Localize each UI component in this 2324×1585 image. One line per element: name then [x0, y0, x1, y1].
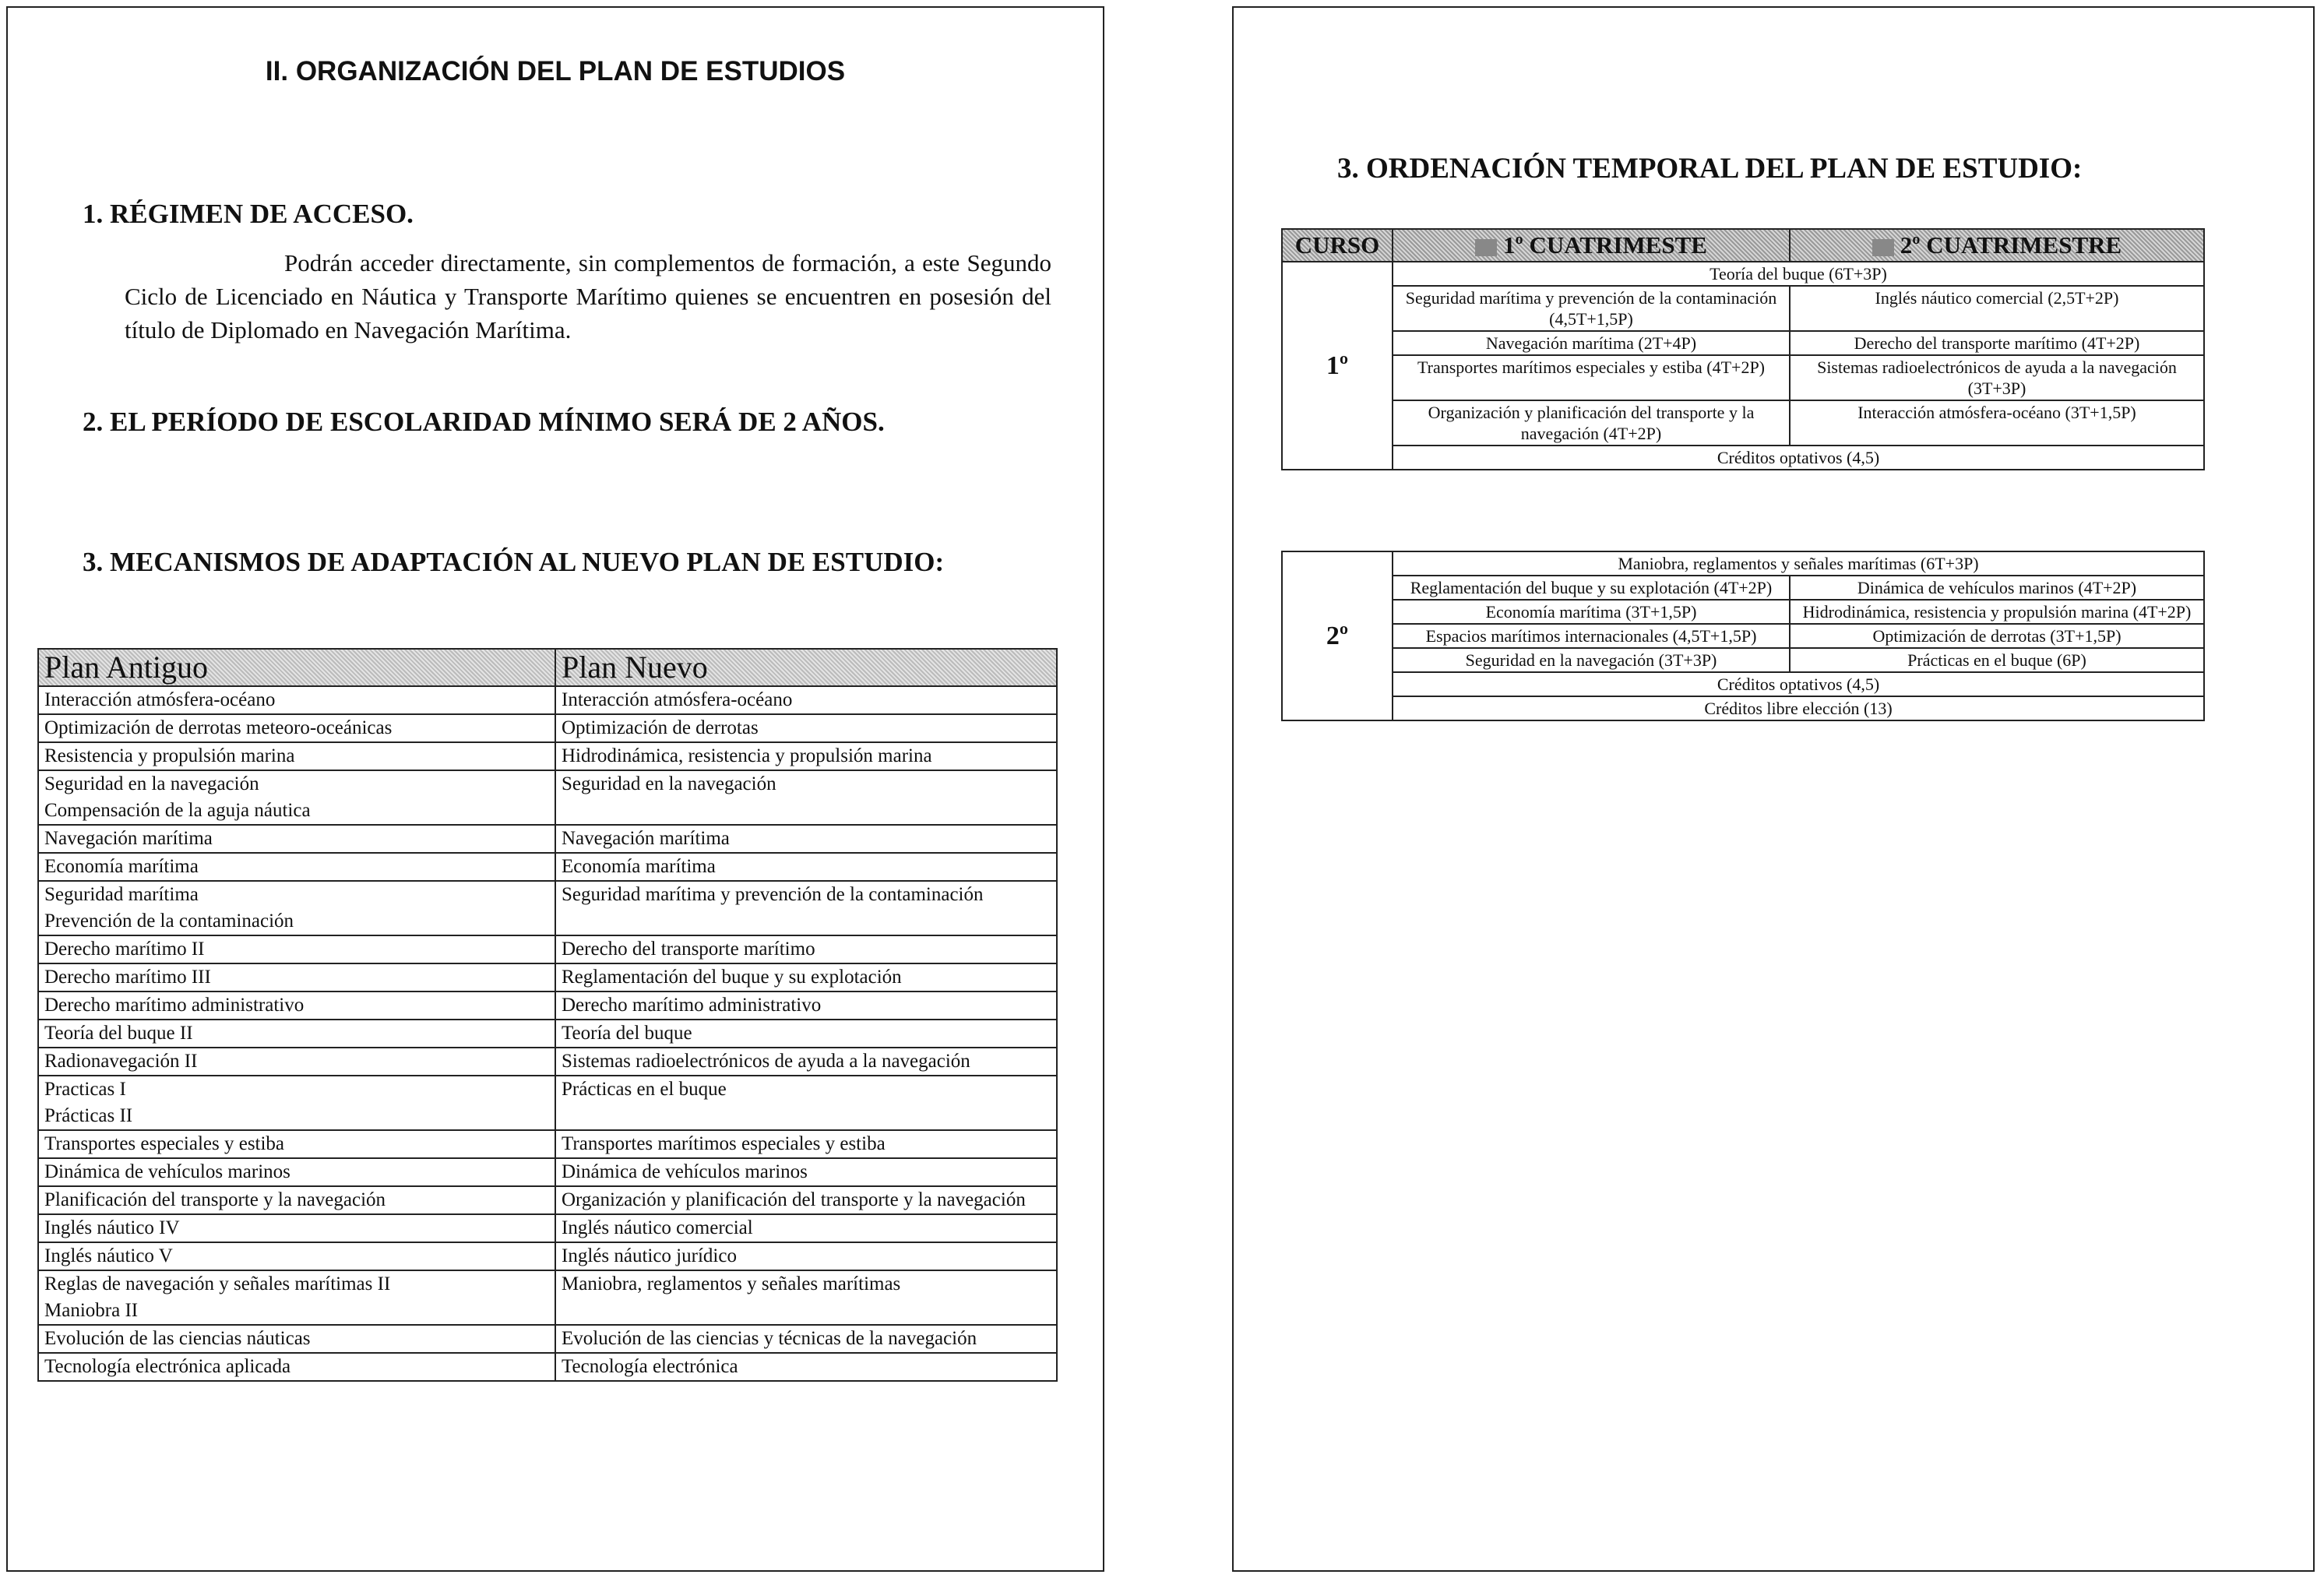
plan-nuevo-cell: Transportes marítimos especiales y estiba — [555, 1130, 1057, 1158]
table-row — [38, 1048, 1057, 1076]
header-plan-antiguo: Plan Antiguo — [38, 649, 555, 686]
plan-nuevo-cell: Navegación marítima — [555, 825, 1057, 853]
cuatrimestre-2-subject: Prácticas en el buque (6P) — [1790, 648, 2204, 672]
table-row — [38, 1325, 1057, 1353]
cuatrimestre-2-subject: Optimización de derrotas (3T+1,5P) — [1790, 624, 2204, 648]
plan-antiguo-cell: Inglés náutico IV — [38, 1214, 555, 1242]
adaptation-table — [37, 648, 1058, 1382]
cuatrimestre-1-subject: Organización y planificación del transporte y la navegación (4T+2P) — [1393, 400, 1790, 446]
scan-artifact-icon — [1475, 239, 1497, 256]
table-header-row — [38, 649, 1057, 686]
cuatrimestre-2-subject: Sistemas radioelectrónicos de ayuda a la navegación (3T+3P) — [1790, 355, 2204, 400]
plan-nuevo-cell: Reglamentación del buque y su explotación — [555, 963, 1057, 992]
table-row — [38, 1158, 1057, 1186]
plan-nuevo-cell: Economía marítima — [555, 853, 1057, 881]
adaptation-table-body — [38, 686, 1057, 1381]
header-cuatrimestre-1-label: 1º CUATRIMESTE — [1502, 231, 1707, 259]
cuatrimestre-2-subject: Derecho del transporte marítimo (4T+2P) — [1790, 331, 2204, 355]
schedule-row — [1282, 696, 2204, 720]
cuatrimestre-1-subject: Seguridad en la navegación (3T+3P) — [1393, 648, 1790, 672]
cuatrimestre-1-subject: Reglamentación del buque y su explotación (4T+2P) — [1393, 576, 1790, 600]
table-row — [38, 1020, 1057, 1048]
table-row — [38, 1076, 1057, 1130]
table-row — [38, 825, 1057, 853]
full-row-subject: Teoría del buque (6T+3P) — [1393, 262, 2204, 286]
plan-antiguo-cell: Planificación del transporte y la navegación — [38, 1186, 555, 1214]
table-row — [38, 1214, 1057, 1242]
curso-label: 1º — [1282, 262, 1393, 470]
table-row — [38, 1130, 1057, 1158]
header-curso: CURSO — [1282, 229, 1393, 262]
schedule-row — [1282, 624, 2204, 648]
scan-artifact-icon — [1872, 239, 1894, 256]
schedule-row — [1282, 446, 2204, 470]
plan-nuevo-cell: Prácticas en el buque — [555, 1076, 1057, 1130]
plan-antiguo-cell: Navegación marítima — [38, 825, 555, 853]
table-row — [38, 1242, 1057, 1270]
header-cuatrimestre-1 — [1393, 229, 1790, 262]
plan-nuevo-cell: Dinámica de vehículos marinos — [555, 1158, 1057, 1186]
plan-antiguo-cell: Practicas I Prácticas II — [38, 1076, 555, 1130]
header-cuatrimestre-2 — [1790, 229, 2204, 262]
schedule-row — [1282, 355, 2204, 400]
plan-antiguo-cell: Tecnología electrónica aplicada — [38, 1353, 555, 1381]
schedule-header-row — [1282, 229, 2204, 262]
schedule-row — [1282, 551, 2204, 576]
year-1-body — [1282, 262, 2204, 470]
plan-nuevo-cell: Interacción atmósfera-océano — [555, 686, 1057, 714]
section-1-paragraph — [125, 246, 1051, 347]
plan-antiguo-cell: Teoría del buque II — [38, 1020, 555, 1048]
table-row — [38, 1270, 1057, 1325]
plan-antiguo-cell: Seguridad marítima Prevención de la contaminación — [38, 881, 555, 935]
left-page — [6, 6, 1104, 1572]
schedule-table-year-2 — [1281, 551, 2205, 721]
plan-nuevo-cell: Sistemas radioelectrónicos de ayuda a la navegación — [555, 1048, 1057, 1076]
section-1-text: Podrán acceder directamente, sin complementos de formación, a este Segundo Ciclo de Licenciado en Náutica y Transporte Marítimo quienes se encuentren en posesión del título de Diplomado en Navegación Marítima. — [125, 249, 1051, 343]
plan-antiguo-cell: Economía marítima — [38, 853, 555, 881]
plan-nuevo-cell: Teoría del buque — [555, 1020, 1057, 1048]
cuatrimestre-1-subject: Seguridad marítima y prevención de la contaminación (4,5T+1,5P) — [1393, 286, 1790, 331]
table-row — [38, 1186, 1057, 1214]
section-3-heading: 3. MECANISMOS DE ADAPTACIÓN AL NUEVO PLAN DE ESTUDIO: — [83, 547, 945, 577]
schedule-row — [1282, 672, 2204, 696]
schedule-row — [1282, 576, 2204, 600]
cuatrimestre-2-subject: Hidrodinámica, resistencia y propulsión marina (4T+2P) — [1790, 600, 2204, 624]
plan-nuevo-cell: Maniobra, reglamentos y señales marítimas — [555, 1270, 1057, 1325]
table-row — [38, 686, 1057, 714]
cuatrimestre-1-subject: Navegación marítima (2T+4P) — [1393, 331, 1790, 355]
plan-nuevo-cell: Evolución de las ciencias y técnicas de la navegación — [555, 1325, 1057, 1353]
plan-nuevo-cell: Seguridad en la navegación — [555, 770, 1057, 825]
schedule-row — [1282, 648, 2204, 672]
plan-antiguo-cell: Transportes especiales y estiba — [38, 1130, 555, 1158]
schedule-title: 3. ORDENACIÓN TEMPORAL DEL PLAN DE ESTUDIO: — [1337, 153, 2083, 185]
schedule-row — [1282, 286, 2204, 331]
plan-nuevo-cell: Tecnología electrónica — [555, 1353, 1057, 1381]
plan-nuevo-cell: Organización y planificación del transporte y la navegación — [555, 1186, 1057, 1214]
table-row — [38, 1353, 1057, 1381]
plan-antiguo-cell: Derecho marítimo III — [38, 963, 555, 992]
plan-antiguo-cell: Evolución de las ciencias náuticas — [38, 1325, 555, 1353]
schedule-row — [1282, 400, 2204, 446]
schedule-row — [1282, 600, 2204, 624]
page-title: II. ORGANIZACIÓN DEL PLAN DE ESTUDIOS — [265, 56, 846, 86]
credits-row: Créditos optativos (4,5) — [1393, 446, 2204, 470]
plan-antiguo-cell: Resistencia y propulsión marina — [38, 742, 555, 770]
full-row-subject: Maniobra, reglamentos y señales marítimas (6T+3P) — [1393, 551, 2204, 576]
cuatrimestre-1-subject: Transportes marítimos especiales y estiba (4T+2P) — [1393, 355, 1790, 400]
table-row — [38, 992, 1057, 1020]
table-row — [38, 770, 1057, 825]
section-1-heading: 1. RÉGIMEN DE ACCESO. — [83, 199, 414, 229]
cuatrimestre-2-subject: Inglés náutico comercial (2,5T+2P) — [1790, 286, 2204, 331]
credits-row: Créditos libre elección (13) — [1393, 696, 2204, 720]
cuatrimestre-2-subject: Dinámica de vehículos marinos (4T+2P) — [1790, 576, 2204, 600]
cuatrimestre-1-subject: Espacios marítimos internacionales (4,5T+1,5P) — [1393, 624, 1790, 648]
plan-nuevo-cell: Optimización de derrotas — [555, 714, 1057, 742]
header-cuatrimestre-2-label: 2º CUATRIMESTRE — [1900, 231, 2122, 259]
plan-nuevo-cell: Derecho marítimo administrativo — [555, 992, 1057, 1020]
plan-antiguo-cell: Derecho marítimo administrativo — [38, 992, 555, 1020]
table-row — [38, 742, 1057, 770]
cuatrimestre-2-subject: Interacción atmósfera-océano (3T+1,5P) — [1790, 400, 2204, 446]
plan-antiguo-cell: Optimización de derrotas meteoro-oceánicas — [38, 714, 555, 742]
cuatrimestre-1-subject: Economía marítima (3T+1,5P) — [1393, 600, 1790, 624]
year-2-body — [1282, 551, 2204, 720]
curso-label: 2º — [1282, 551, 1393, 720]
credits-row: Créditos optativos (4,5) — [1393, 672, 2204, 696]
plan-nuevo-cell: Inglés náutico jurídico — [555, 1242, 1057, 1270]
section-2-heading: 2. EL PERÍODO DE ESCOLARIDAD MÍNIMO SERÁ DE 2 AÑOS. — [83, 407, 885, 437]
plan-antiguo-cell: Derecho marítimo II — [38, 935, 555, 963]
table-row — [38, 935, 1057, 963]
header-plan-nuevo: Plan Nuevo — [555, 649, 1057, 686]
plan-nuevo-cell: Hidrodinámica, resistencia y propulsión marina — [555, 742, 1057, 770]
plan-antiguo-cell: Seguridad en la navegación Compensación de la aguja náutica — [38, 770, 555, 825]
plan-antiguo-cell: Reglas de navegación y señales marítimas II Maniobra II — [38, 1270, 555, 1325]
plan-nuevo-cell: Seguridad marítima y prevención de la contaminación — [555, 881, 1057, 935]
table-row — [38, 881, 1057, 935]
plan-antiguo-cell: Radionavegación II — [38, 1048, 555, 1076]
schedule-row — [1282, 262, 2204, 286]
plan-nuevo-cell: Inglés náutico comercial — [555, 1214, 1057, 1242]
plan-antiguo-cell: Inglés náutico V — [38, 1242, 555, 1270]
plan-antiguo-cell: Dinámica de vehículos marinos — [38, 1158, 555, 1186]
table-row — [38, 963, 1057, 992]
table-row — [38, 714, 1057, 742]
schedule-table-year-1 — [1281, 228, 2205, 470]
table-row — [38, 853, 1057, 881]
right-page — [1232, 6, 2315, 1572]
schedule-row — [1282, 331, 2204, 355]
plan-antiguo-cell: Interacción atmósfera-océano — [38, 686, 555, 714]
plan-nuevo-cell: Derecho del transporte marítimo — [555, 935, 1057, 963]
